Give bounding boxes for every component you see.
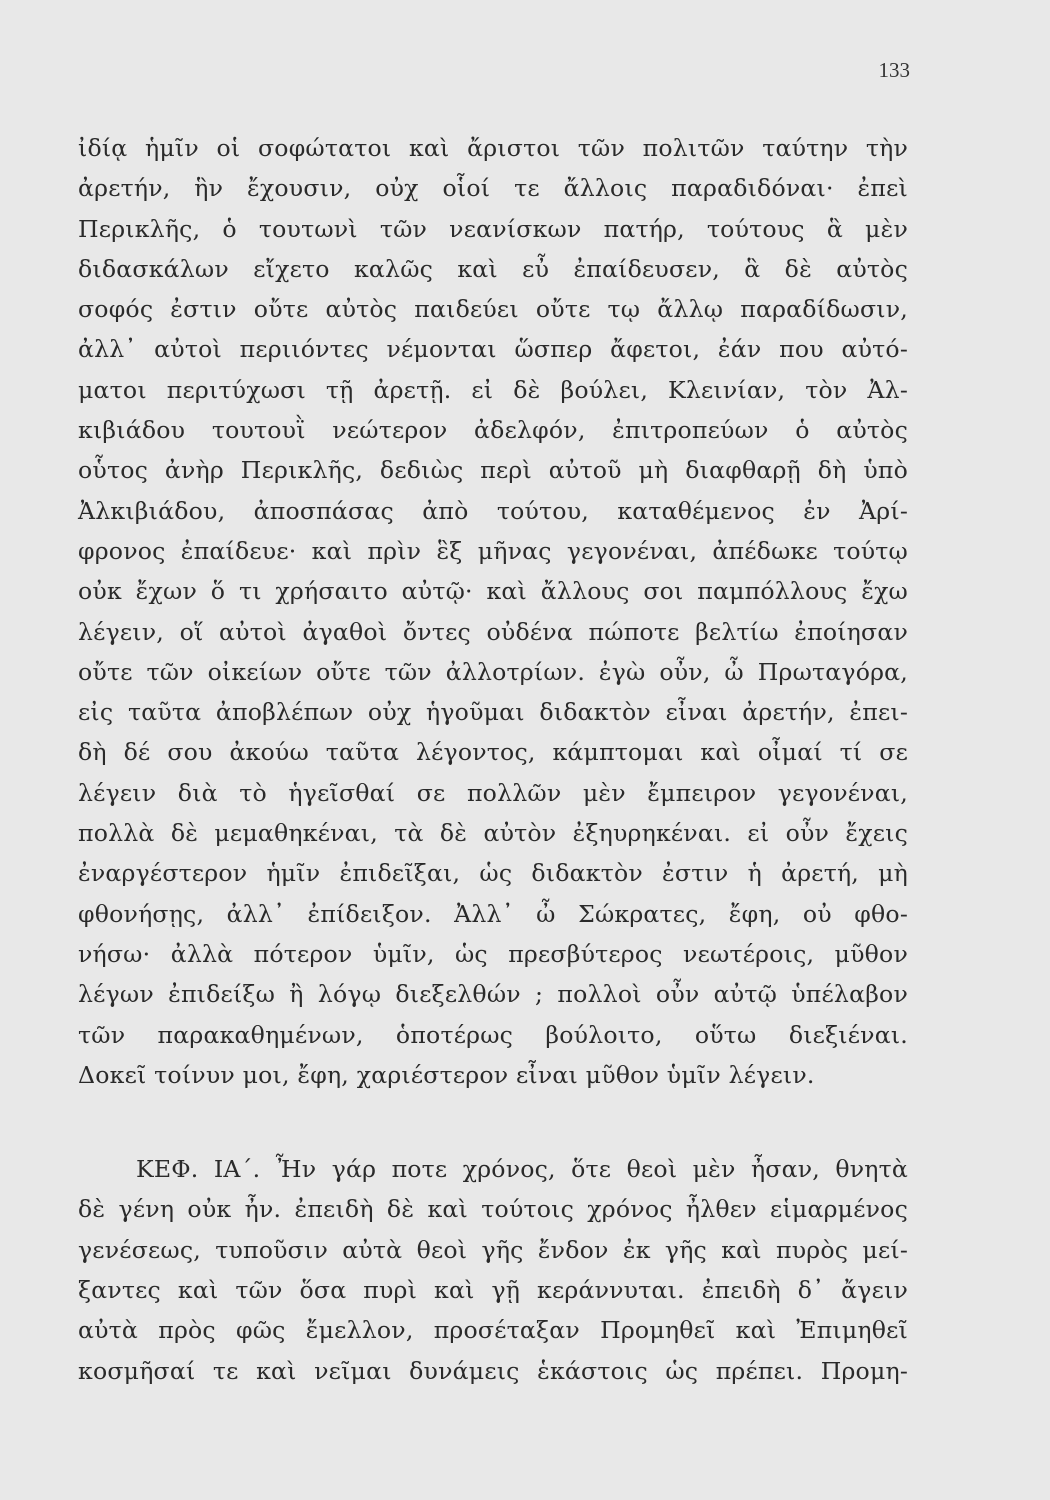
text-line: φρονος ἐπαίδευε· καὶ πρὶν ἓξ μῆνας γεγονέναι, ἀπέδωκε τούτῳ (78, 536, 908, 565)
text-line: ἀλλ᾽ αὐτοὶ περιιόντες νέμονται ὥσπερ ἄφετοι, ἐάν που αὐτό- (78, 335, 908, 364)
text-line: λέγειν διὰ τὸ ἡγεῖσθαί σε πολλῶν μὲν ἔμπειρον γεγονέναι, (78, 778, 908, 807)
paragraph-2 (78, 1149, 908, 1391)
text-line: οὗτος ἀνὴρ Περικλῆς, δεδιὼς περὶ αὐτοῦ μὴ διαφθαρῇ δὴ ὑπὸ (78, 456, 908, 485)
text-line: Ἀλκιβιάδου, ἀποσπάσας ἀπὸ τούτου, καταθέμενος ἐν Ἀρί- (78, 496, 908, 525)
text-line: Περικλῆς, ὁ τουτωνὶ τῶν νεανίσκων πατήρ, τούτους ἃ μὲν (78, 214, 908, 243)
text-line: νήσω· ἀλλὰ πότερον ὑμῖν, ὡς πρεσβύτερος νεωτέροις, μῦθον (78, 939, 908, 968)
text-line: ἰδίᾳ ἡμῖν οἱ σοφώτατοι καὶ ἄριστοι τῶν πολιτῶν ταύτην τὴν (78, 134, 908, 162)
text-line: κιβιάδου τουτουῒ νεώτερον ἀδελφόν, ἐπιτροπεύων ὁ αὐτὸς (78, 416, 908, 445)
text-line: κοσμῆσαί τε καὶ νεῖμαι δυνάμεις ἑκάστοις ὡς πρέπει. Προμη- (78, 1356, 908, 1385)
text-line: τῶν παρακαθημένων, ὁποτέρως βούλοιτο, οὕτω διεξιέναι. (78, 1020, 908, 1049)
text-line: οὔτε τῶν οἰκείων οὔτε τῶν ἀλλοτρίων. ἐγὼ οὖν, ὦ Πρωταγόρα, (78, 657, 908, 686)
text-line: ἀρετήν, ἣν ἔχουσιν, οὐχ οἷοί τε ἄλλοις παραδιδόναι· ἐπεὶ (78, 174, 908, 203)
text-line: λέγειν, οἵ αὐτοὶ ἀγαθοὶ ὄντες οὐδένα πώποτε βελτίω ἐποίησαν (78, 617, 908, 646)
text-line: πολλὰ δὲ μεμαθηκέναι, τὰ δὲ αὐτὸν ἐξηυρηκέναι. εἰ οὖν ἔχεις (78, 819, 908, 848)
text-line: λέγων ἐπιδείξω ἢ λόγῳ διεξελθών ; πολλοὶ οὖν αὐτῷ ὑπέλαβον (78, 980, 908, 1009)
text-line: εἰς ταῦτα ἀποβλέπων οὐχ ἡγοῦμαι διδακτὸν εἶναι ἀρετήν, ἐπει- (78, 698, 908, 727)
text-line: οὐκ ἔχων ὅ τι χρήσαιτο αὐτῷ· καὶ ἄλλους σοι παμπόλλους ἔχω (78, 577, 908, 606)
text-line: δὲ γένη οὐκ ἦν. ἐπειδὴ δὲ καὶ τούτοις χρόνος ἦλθεν εἱμαρμένος (78, 1195, 908, 1224)
text-body (78, 128, 908, 1391)
text-line: ματοι περιτύχωσι τῇ ἀρετῇ. εἰ δὲ βούλει, Κλεινίαν, τὸν Ἀλ- (78, 375, 908, 404)
text-line: ξαντες καὶ τῶν ὅσα πυρὶ καὶ γῇ κεράννυται. ἐπειδὴ δ᾽ ἄγειν (78, 1276, 908, 1305)
text-line: διδασκάλων εἴχετο καλῶς καὶ εὖ ἐπαίδευσεν, ἃ δὲ αὐτὸς (78, 254, 908, 283)
text-line: αὐτὰ πρὸς φῶς ἔμελλον, προσέταξαν Προμηθεῖ καὶ Ἐπιμηθεῖ (78, 1316, 908, 1345)
paragraph-1 (78, 128, 908, 1095)
text-line: γενέσεως, τυποῦσιν αὐτὰ θεοὶ γῆς ἔνδον ἐκ γῆς καὶ πυρὸς μεί- (78, 1235, 908, 1264)
text-line: ἐναργέστερον ἡμῖν ἐπιδεῖξαι, ὡς διδακτὸν ἐστιν ἡ ἀρετή, μὴ (78, 859, 908, 888)
text-line: Δοκεῖ τοίνυν μοι, ἔφη, χαριέστερον εἶναι μῦθον ὑμῖν λέγειν. (78, 1060, 815, 1089)
paragraph-gap (78, 1095, 908, 1149)
text-line: φθονήσῃς, ἀλλ᾽ ἐπίδειξον. Ἀλλ᾽ ὦ Σώκρατες, ἔφη, οὐ φθο- (78, 899, 908, 928)
text-line: δὴ δέ σου ἀκούω ταῦτα λέγοντος, κάμπτομαι καὶ οἶμαί τί σε (78, 738, 908, 767)
text-line: σοφός ἐστιν οὔτε αὐτὸς παιδεύει οὔτε τῳ ἄλλῳ παραδίδωσιν, (78, 295, 908, 324)
page-number: 133 (878, 58, 910, 82)
chapter-heading-line: ΚΕΦ. ΙΑ΄. Ἦν γάρ ποτε χρόνος, ὅτε θεοὶ μὲν ἦσαν, θνητὰ (136, 1155, 908, 1184)
